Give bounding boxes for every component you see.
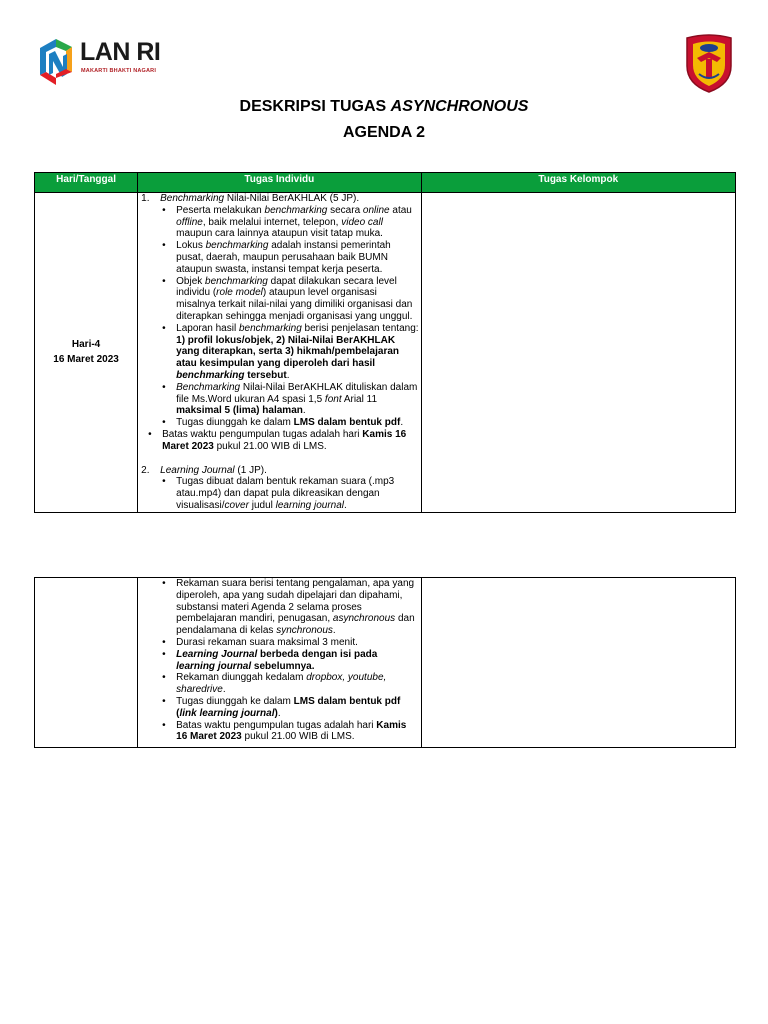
task-table-continued [34,577,736,748]
lan-ri-logo [36,34,161,86]
date-label: 16 Maret 2023 [53,354,119,366]
task-table [34,172,736,513]
benchmarking-list [141,205,418,429]
document-subtitle: AGENDA 2 [342,124,426,141]
list-item: • Rekaman suara berisi tentang pengalaman, apa yang diperoleh, apa yang sudah dipelajari dan dipahami, substansi materi Agenda 2 selama proses pembelajaran mandiri, penugasan, asynchronous dan pendalamana di kelas synchronous. [176,578,418,637]
header-hari-tanggal: Hari/Tanggal [35,173,138,193]
table-header-row [35,173,736,193]
list-item: • Learning Journal berbeda dengan isi pada learning journal sebelumnya. [176,649,418,673]
individual-task-cell [138,578,421,748]
list-item: • Durasi rekaman suara maksimal 3 menit. [176,637,418,649]
list-item: • Tugas diunggah ke dalam LMS dalam bentuk pdf (link learning journal). [176,696,418,720]
header-tugas-individu: Tugas Individu [138,173,421,193]
deadline-item: • Batas waktu pengumpulan tugas adalah hari Kamis 16 Maret 2023 pukul 21.00 WIB di LMS. [162,429,418,453]
day-cell [35,578,138,748]
list-item: • Laporan hasil benchmarking berisi penjelasan tentang: 1) profil lokus/objek, 2) Nilai-Nilai BerAKHLAK yang diterapkan, serta 3) hikmah/pembelajaran atau kesimpulan yang diperoleh dari hasil benchmarking tersebut. [176,323,418,382]
list-item: • Benchmarking Nilai-Nilai BerAKHLAK dituliskan dalam file Ms.Word ukuran A4 spasi 1,5 font Arial 11 maksimal 5 (lima) halaman. [176,382,418,417]
group-task-cell [421,193,735,513]
group-task-cell [421,578,735,748]
list-item: • Batas waktu pengumpulan tugas adalah hari Kamis 16 Maret 2023 pukul 21.00 WIB di LMS. [176,720,418,744]
day-cell [35,193,138,513]
lan-ri-tagline: MAKARTI BHAKTI NAGARI [81,68,157,74]
list-item: • Rekaman diunggah kedalam dropbox, youtube, sharedrive. [176,672,418,696]
list-item: • Tugas diunggah ke dalam LMS dalam bentuk pdf. [176,417,418,429]
lan-ri-brand-text: LAN RI [80,38,161,66]
table-row [35,193,736,513]
learning-journal-list [141,476,418,511]
individual-task-cell [138,193,421,513]
table-row [35,578,736,748]
learning-journal-list-continued [141,578,418,743]
list-item: • Peserta melakukan benchmarking secara online atau offline, baik melalui internet, telepon, video call maupun cara lainnya ataupun visit tatap muka. [176,205,418,240]
crest-emblem [683,32,735,94]
list-item: • Lokus benchmarking adalah instansi pemerintah pusat, daerah, maupun perusahaan baik BUMN ataupun swasta, instansi tempat kerja peserta. [176,240,418,275]
document-title: DESKRIPSI TUGAS ASYNCHRONOUS [239,98,529,115]
list-item: • Tugas dibuat dalam bentuk rekaman suara (.mp3 atau.mp4) dan dapat pula dikreasikan dengan visualisasi/cover judul learning journal. [176,476,418,511]
header-tugas-kelompok: Tugas Kelompok [421,173,735,193]
deadline-list [141,429,418,453]
lan-ri-logo-mark-icon [36,34,80,86]
list-item: • Objek benchmarking dapat dilakukan secara level individu (role model) ataupun level organisasi misalnya terkait nilai-nilai yang dimiliki organisasi dan diterapkan sehingga menjadi organisasi yang unggul. [176,276,418,323]
task-benchmarking: 1. Benchmarking Nilai-Nilai BerAKHLAK (5 JP). [141,193,360,204]
crest-shield-icon [683,32,735,94]
day-label: Hari-4 [71,338,101,350]
task-learning-journal: 2. Learning Journal (1 JP). [141,464,267,476]
